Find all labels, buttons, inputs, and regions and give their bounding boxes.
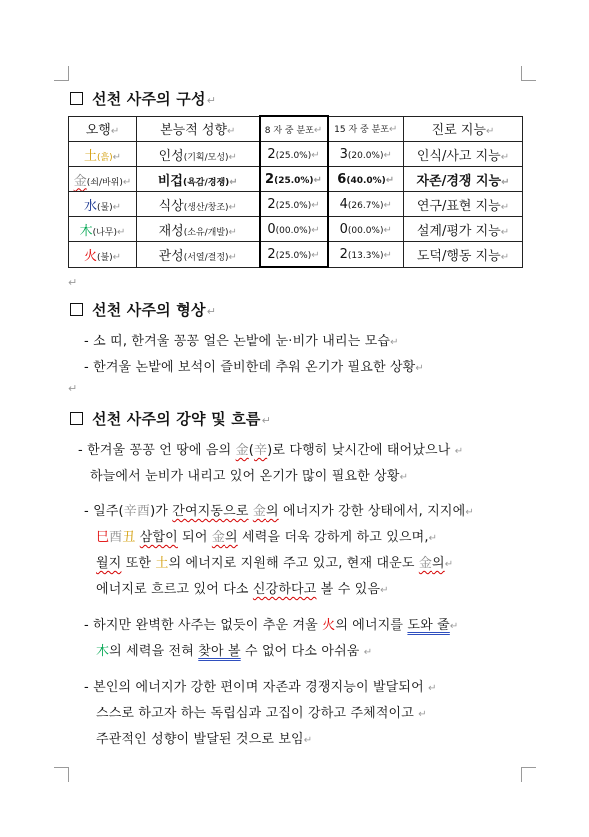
section-heading-strength-flow: 선천 사주의 강약 및 흐름↵ (70, 408, 271, 429)
tendency-cell: 재성(소유/개발)↵ (137, 217, 260, 242)
section-heading-shape: 선천 사주의 형상↵ (70, 299, 216, 320)
dist15-cell: 0(00.0%)↵ (328, 217, 404, 242)
tendency-cell: 관성(서열/결정)↵ (137, 242, 260, 268)
tendency-cell: 식상(생산/창조)↵ (137, 192, 260, 217)
crop-mark-bottom-right (521, 767, 536, 782)
table-row (69, 142, 523, 167)
flow-paragraph-2-line-3: 월지 또한 土의 에너지로 지원해 주고 있고, 현재 대운도 金의↵ (96, 556, 454, 571)
dist8-cell: 2(25.0%)↵ (260, 192, 328, 217)
dist8-cell: 2(25.0%)↵ (260, 167, 328, 192)
crop-mark-top-left (54, 66, 69, 81)
paragraph-mark: ↵ (68, 382, 78, 395)
tendency-cell: 인성(기획/모성)↵ (137, 142, 260, 167)
crop-mark-top-right (521, 66, 536, 81)
header-tendency: 본능적 성향↵ (137, 116, 260, 142)
flow-paragraph-1-line-2: 하늘에서 눈비가 내리고 있어 온기가 많이 필요한 상황↵ (90, 469, 409, 484)
flow-paragraph-2-line-4: 에너지로 흐르고 있어 다소 신강하다고 볼 수 있음↵ (96, 582, 389, 597)
element-cell: 水(물)↵ (69, 192, 137, 217)
flow-paragraph-3-line-2: 木의 세력을 전혀 찾아 볼 수 없어 다소 아쉬움 ↵ (96, 644, 373, 659)
header-career: 진로 지능↵ (404, 116, 523, 142)
dist8-cell: 2(25.0%)↵ (260, 242, 328, 268)
dist15-cell: 6(40.0%)↵ (328, 167, 404, 192)
flow-paragraph-4-line-2: 스스로 하고자 하는 독립심과 고집이 강하고 주체적이고 ↵ (96, 706, 427, 721)
flow-paragraph-2-line-2: 巳酉丑 삼합이 되어 金의 세력을 더욱 강하게 하고 있으며,↵ (96, 530, 438, 545)
element-cell: 土(흙)↵ (69, 142, 137, 167)
flow-paragraph-3-line-1: - 하지만 완벽한 사주는 없듯이 추운 겨울 火의 에너지를 도와 줄↵ (84, 618, 459, 633)
table-row (69, 167, 523, 192)
career-cell: 자존/경쟁 지능↵ (404, 167, 523, 192)
paragraph-mark: ↵ (68, 276, 78, 289)
section-heading-composition: 선천 사주의 구성↵ (70, 88, 216, 109)
dist8-cell: 0(00.0%)↵ (260, 217, 328, 242)
flow-paragraph-2-line-1: - 일주(辛酉)가 간여지동으로 金의 에너지가 강한 상태에서, 지지에↵ (84, 504, 474, 519)
flow-paragraph-1-line-1: - 한겨울 꽁꽁 언 땅에 음의 金(辛)로 다행히 낮시간에 태어났으나 ↵ (78, 443, 464, 458)
element-cell: 金(쇠/바위)↵ (69, 167, 137, 192)
dist15-cell: 2(13.3%)↵ (328, 242, 404, 268)
header-element: 오행↵ (69, 116, 137, 142)
composition-table (68, 115, 523, 268)
career-cell: 연구/표현 지능↵ (404, 192, 523, 217)
career-cell: 설계/평가 지능↵ (404, 217, 523, 242)
flow-paragraph-4-line-3: 주관적인 성향이 발달된 것으로 보임↵ (96, 732, 313, 747)
header-dist8: 8 자 중 분포↵ (260, 116, 328, 142)
table-header-row (69, 116, 523, 142)
shape-line-1: - 소 띠, 한겨울 꽁꽁 얼은 논밭에 눈·비가 내리는 모습↵ (84, 334, 399, 349)
flow-paragraph-4-line-1: - 본인의 에너지가 강한 편이며 자존과 경쟁지능이 발달되어 ↵ (84, 680, 437, 695)
shape-line-2: - 한겨울 논밭에 보석이 즐비한데 추워 온기가 필요한 상황↵ (84, 360, 424, 375)
table-row (69, 242, 523, 268)
tendency-cell: 비겁(욕감/경쟁)↵ (137, 167, 260, 192)
table-row (69, 217, 523, 242)
crop-mark-bottom-left (54, 767, 69, 782)
paragraph-mark: ↵ (206, 305, 217, 318)
paragraph-mark: ↵ (261, 414, 272, 427)
element-cell: 火(불)↵ (69, 242, 137, 268)
dist15-cell: 3(20.0%)↵ (328, 142, 404, 167)
paragraph-mark: ↵ (206, 94, 217, 107)
career-cell: 인식/사고 지능↵ (404, 142, 523, 167)
element-cell: 木(나무)↵ (69, 217, 137, 242)
table-row (69, 192, 523, 217)
header-dist15: 15 자 중 분포↵ (328, 116, 404, 142)
checkbox-square-icon (70, 303, 83, 316)
dist15-cell: 4(26.7%)↵ (328, 192, 404, 217)
dist8-cell: 2(25.0%)↵ (260, 142, 328, 167)
checkbox-square-icon (70, 412, 83, 425)
career-cell: 도덕/행동 지능↵ (404, 242, 523, 268)
checkbox-square-icon (70, 92, 83, 105)
